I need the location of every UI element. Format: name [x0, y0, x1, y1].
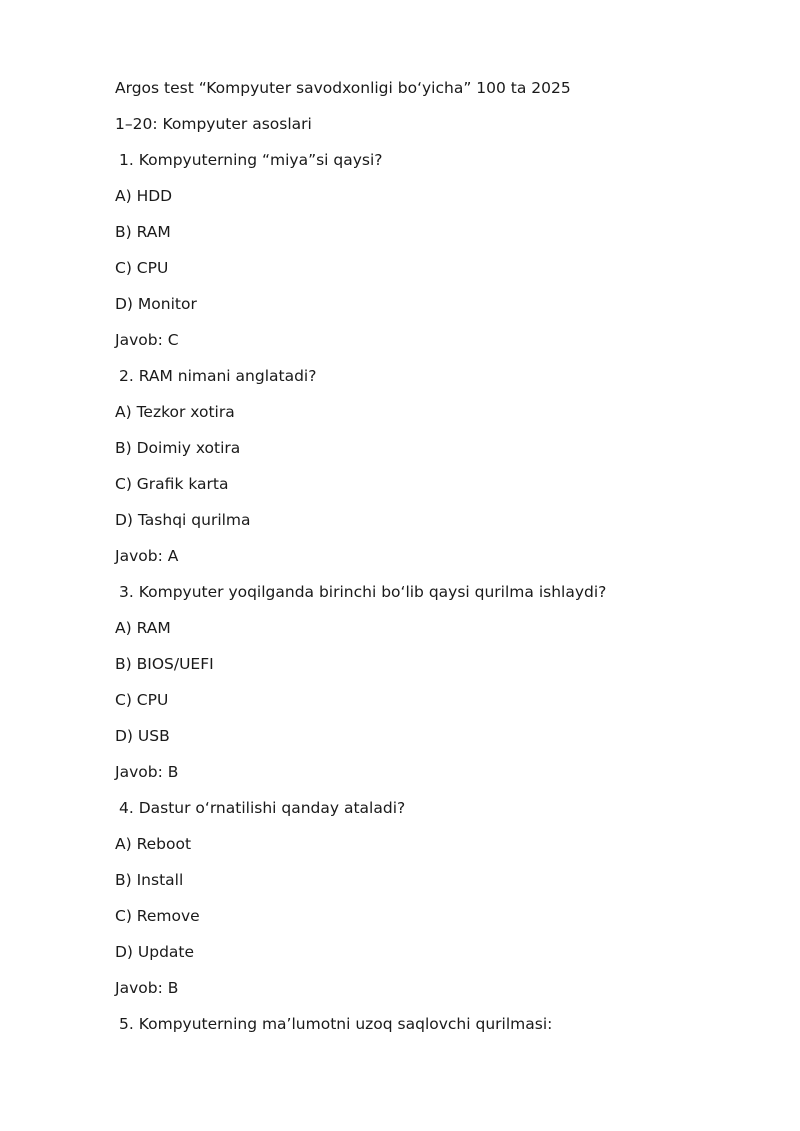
document-body	[115, 78, 735, 1050]
option-3b: B) BIOS/UEFI	[115, 655, 214, 673]
option-1a: A) HDD	[115, 187, 173, 205]
answer-2: Javob: A	[115, 547, 179, 565]
option-4b: B) Install	[115, 871, 184, 889]
option-2c: C) Grafik karta	[115, 475, 229, 493]
option-2b: B) Doimiy xotira	[115, 439, 241, 457]
option-3d: D) USB	[115, 727, 170, 745]
section-heading: 1–20: Kompyuter asoslari	[115, 115, 312, 133]
document-title: Argos test “Kompyuter savodxonligi bo‘yicha” 100 ta 2025	[115, 79, 571, 97]
option-1d: D) Monitor	[115, 295, 197, 313]
option-2d: D) Tashqi qurilma	[115, 511, 251, 529]
option-4d: D) Update	[115, 943, 195, 961]
option-2a: A) Tezkor xotira	[115, 403, 235, 421]
option-3c: C) CPU	[115, 691, 169, 709]
option-1b: B) RAM	[115, 223, 171, 241]
option-3a: A) RAM	[115, 619, 171, 637]
question-4: 4. Dastur o‘rnatilishi qanday ataladi?	[119, 799, 406, 817]
answer-3: Javob: B	[115, 763, 179, 781]
question-3: 3. Kompyuter yoqilganda birinchi bo‘lib qaysi qurilma ishlaydi?	[119, 583, 607, 601]
option-4a: A) Reboot	[115, 835, 192, 853]
answer-1: Javob: C	[115, 331, 179, 349]
option-1c: C) CPU	[115, 259, 169, 277]
question-5: 5. Kompyuterning ma’lumotni uzoq saqlovchi qurilmasi:	[119, 1015, 553, 1033]
question-1: 1. Kompyuterning “miya”si qaysi?	[119, 151, 383, 169]
question-2: 2. RAM nimani anglatadi?	[119, 367, 317, 385]
option-4c: C) Remove	[115, 907, 200, 925]
answer-4: Javob: B	[115, 979, 179, 997]
